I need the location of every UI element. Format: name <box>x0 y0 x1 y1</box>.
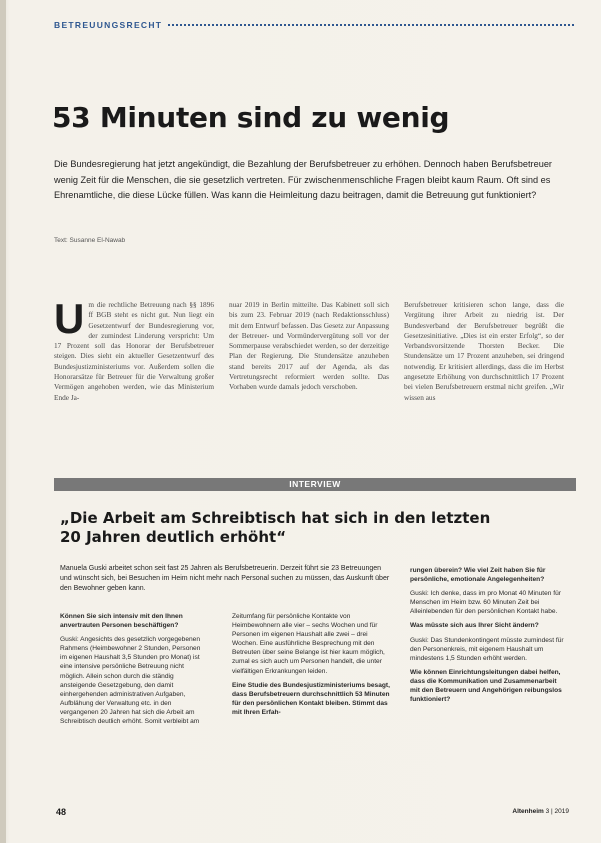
interview-lead: Manuela Guski arbeitet schon seit fast 25 Jahren als Berufsbetreuerin. Derzeit führt sie 23 Betreuungen und wünscht sich, bei Besuchen im Heim nicht mehr nach Personal suchen zu müssen, das Auskunft über den Bewohner geben kann. <box>60 565 390 592</box>
magazine-issue: 3 | 2019 <box>545 808 569 815</box>
article-column-1 <box>54 295 214 403</box>
interview-column-3 <box>410 566 566 709</box>
binding-gutter <box>0 0 6 843</box>
dotted-rule <box>168 24 574 26</box>
section-header <box>54 18 574 32</box>
article-column-1-text: m die rechtliche Betreuung nach §§ 1896 ff BGB steht es nicht gut. Nun liegt ein Gesetzentwurf der Bundesregierung vor, der zumindest Linderung verspricht: Um 17 Prozent soll das Honorar der Berufsbetreuer steigen. Dies sieht ein aktueller Gesetzentwurf des Bundesjustizministeriums vor. Außerdem sollen die Honorarsätze für Betreuer für die Verwaltung großer Vermögen angehoben werden, wie das Ministerium Ende Ja- <box>54 300 214 402</box>
section-label: BETREUUNGSRECHT <box>54 20 163 30</box>
page-number: 48 <box>56 807 67 817</box>
interview-question: Eine Studie des Bundesjustizministeriums besagt, dass Berufsbetreuern durchschnittlich 53 Minuten für den persönlichen Kontakt bleiben. Stimmt das mit Ihren Erfah- <box>232 681 390 716</box>
interview-answer: Guski: Ich denke, dass im pro Monat 40 Minuten für Menschen im Heim bzw. 60 Minuten Zeit bei Alleinlebenden für den persönlichen Kontakt habe. <box>410 590 561 616</box>
interview-title: „Die Arbeit am Schreibtisch hat sich in den letzten 20 Jahren deutlich erhöht“ <box>60 509 491 546</box>
article-column-3: Berufsbetreuer kritisieren schon lange, dass die Vergütung ihrer Arbeit zu niedrig ist. Der Bundesverband der Berufsbetreuer begrüßt die Gesetzesinitiative. „Dies ist ein erster Erfolg“, so der Verbandsvorsitzende Thorsten Becker. Die Stundensätze um 17 Prozent anzuheben, sei dringend notwendig. Er kritisiert allerdings, dass die im Herbst angesetzte Erhöhung von durchschnittlich 17 Prozent bei vielen Berufsbetreuern erstmal nicht greifen. „Wir wissen aus <box>404 300 564 402</box>
interview-question: Was müsste sich aus Ihrer Sicht ändern? <box>410 622 539 630</box>
magazine-name: Altenheim <box>512 808 544 815</box>
interview-column-1 <box>60 612 208 731</box>
interview-question: Können Sie sich intensiv mit den Ihnen anvertrauten Personen beschäftigen? <box>60 613 183 630</box>
article-headline: 53 Minuten sind zu wenig <box>52 101 450 134</box>
article-column-2: nuar 2019 in Berlin mitteilte. Das Kabinett soll sich bis zum 23. Februar 2019 (nach Redaktionsschluss) mit dem Entwurf befassen. Das Gesetz zur Anpassung der Betreuer- und Vormündervergütung soll vor der Sommerpause verabschiedet werden, so der derzeitige Plan der Regierung. Die Stundensätze anzuheben stand bereits 2017 auf der Agenda, als das Vertretungsrecht reformiert werden sollte. Das Vorhaben wurde damals jedoch verschoben. <box>229 300 389 392</box>
interview-question: rungen überein? Wie viel Zeit haben Sie für persönliche, emotionale Angelegenheiten? <box>410 567 546 584</box>
interview-answer: Zeitumfang für persönliche Kontakte von Heimbewohnern alle vier – sechs Wochen und für Personen im eigenen Haushalt alle zwei – drei Wochen. Eine ausführliche Besprechung mit den Betreuten über seine Belange ist hier kaum möglich, zumal es sich auch um Personen handelt, die unter vielfältigen Erkrankungen leiden. <box>232 613 385 675</box>
byline: Text: Susanne El-Nawab <box>54 237 126 244</box>
drop-cap: U <box>54 295 85 342</box>
article-intro: Die Bundesregierung hat jetzt angekündigt, die Bezahlung der Berufsbetreuer zu erhöhen. Dennoch haben Berufsbetreuer wenig Zeit für die Menschen, die sie gesetzlich vertreten. Für zwischenmenschliche Fragen bleibt kaum Raum. Oft sind es Ehrenamtliche, die diese Lücke füllen. Was kann die Heimleitung dazu beitragen, damit die Betreuung gut funktioniert? <box>54 159 552 201</box>
magazine-footer <box>512 808 569 815</box>
interview-column-2 <box>232 612 392 722</box>
interview-banner: INTERVIEW <box>54 478 576 491</box>
interview-answer: Guski: Das Stundenkontingent müsste zumindest für den Personenkreis, mit eigenem Haushalt um mindestens 1,5 Stunden erhöht werden. <box>410 636 564 662</box>
interview-question: Wie können Einrichtungsleitungen dabei helfen, dass die Kommunikation und Zusammenarbeit mit den Betreuern und Angehörigen reibungslos funktioniert? <box>410 668 562 704</box>
interview-answer: Guski: Angesichts des gesetzlich vorgegebenen Rahmens (Heimbewohner 2 Stunden, Personen im eigenen Haushalt 3,5 Stunden pro Monat) ist eine intensive persönliche Betreuung nicht möglich. Allein schon durch die ständig ansteigende Gesetzgebung, den damit einhergehenden administrativen Aufgaben, Aufblähung der Verwaltung etc. in den vergangenen 20 Jahren hat sich die Arbeit am Schreibtisch deutlich erhöht. Somit verbleibt am <box>60 636 201 726</box>
